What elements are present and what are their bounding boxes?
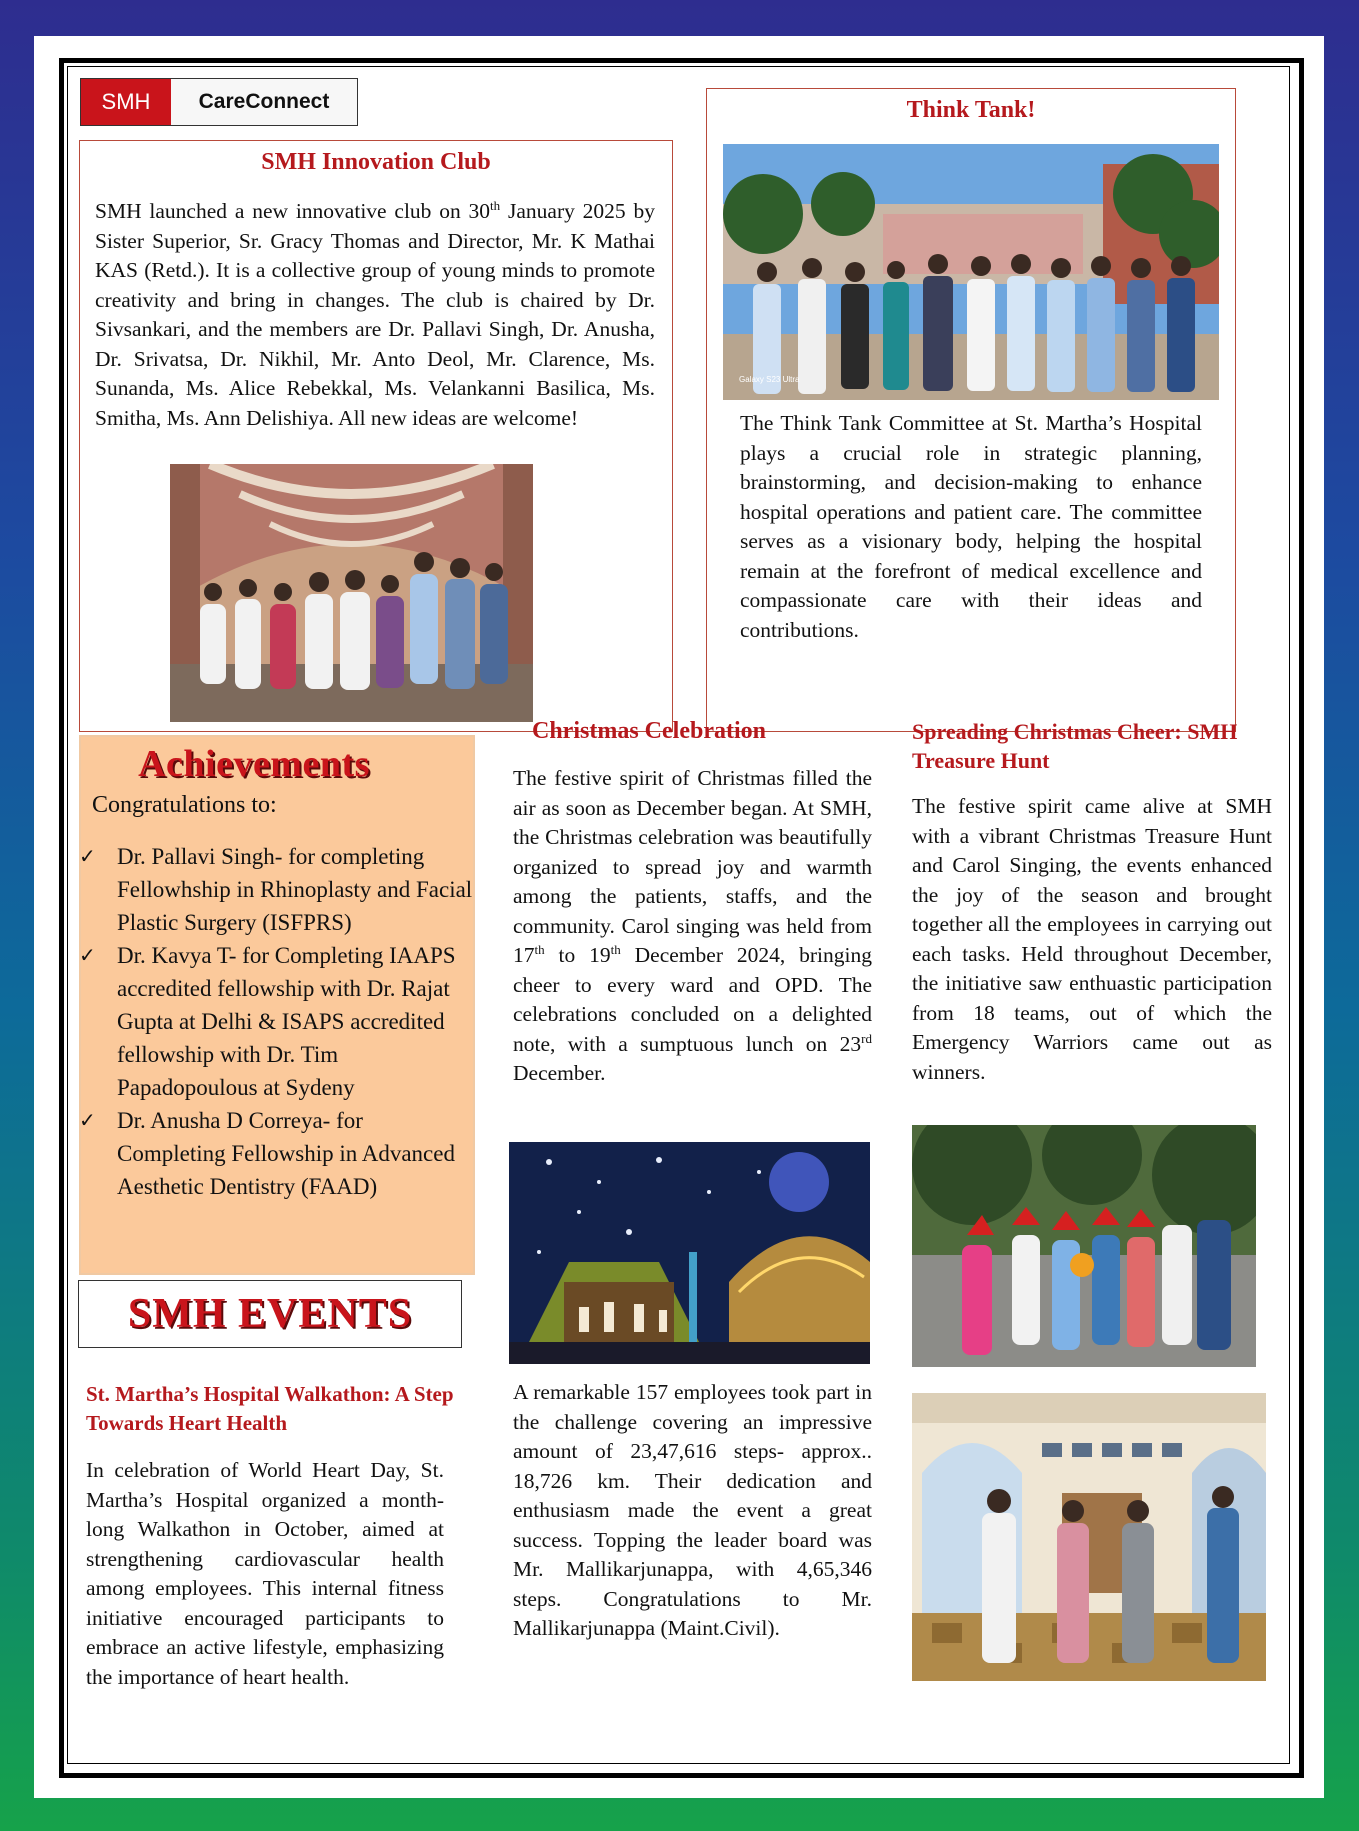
events-title: SMH EVENTS <box>127 1291 413 1337</box>
achievement-text: Dr. Kavya T- for Completing IAAPS accredited fellowship with Dr. Rajat Gupta at Delhi & ISAPS accredited fellowship with Dr. Tim Papadopoulous at Sydeny <box>117 943 456 1100</box>
achievement-text: Dr. Pallavi Singh- for completing Fellowhship in Rhinoplasty and Facial Plastic Surgery (ISFPRS) <box>117 844 473 935</box>
logo-smh: SMH <box>81 79 171 125</box>
innovation-club-heading: SMH Innovation Club <box>261 149 491 175</box>
walkathon-text-cont: A remarkable 157 employees took part in the challenge covering an impressive amount of 23,47,616 steps- approx.. 18,726 km. Their dedication and enthusiasm made the event a great success. Topping the leader board was Mr. Mallikarjunappa, with 4,65,346 steps. Congratulations to Mr. Mallikarjunappa (Maint.Civil). <box>513 1380 872 1640</box>
walkathon-award-photo <box>912 1393 1266 1681</box>
check-icon: ✓ <box>79 844 96 868</box>
achievement-text: Dr. Anusha D Correya- for Completing Fellowship in Advanced Aesthetic Dentistry (FAAD) <box>117 1108 455 1199</box>
christmas-text-a: The festive spirit of Christmas filled the air as soon as December began. At SMH, the Christmas celebration was beautifully organized to spread joy and warmth among the patients, staffs, and the community. Carol singing was held from 17 <box>513 766 872 967</box>
christmas-sup: th <box>534 941 545 957</box>
think-tank-heading: Think Tank! <box>906 97 1036 123</box>
walkathon-text: In celebration of World Heart Day, St. Martha’s Hospital organized a month-long Walkathon in October, aimed at strengthening cardiovascular health among employees. This internal fitness initiative encouraged participants to embrace an active lifestyle, emphasizing the importance of heart health. <box>86 1458 444 1689</box>
events-banner <box>78 1280 462 1348</box>
innovation-sup: th <box>490 197 501 213</box>
walkathon-heading: St. Martha’s Hospital Walkathon: A Step Towards Heart Health <box>86 1382 454 1435</box>
treasure-hunt-photo <box>912 1125 1256 1367</box>
careconnect-logo <box>80 78 358 126</box>
treasure-hunt-text: The festive spirit came alive at SMH with a vibrant Christmas Treasure Hunt and Carol Singing, the events enhanced the joy of the season and brought together all the employees in carrying out each tasks. Held throughout December, the initiative saw enthuastic participation from 18 teams, out of which the Emergency Warriors came out as winners. <box>912 794 1272 1084</box>
achievements-list <box>79 840 477 1203</box>
achievements-title: Achievements <box>138 743 370 785</box>
achievement-item <box>79 939 477 1104</box>
innovation-text-a: SMH launched a new innovative club on 30 <box>95 199 491 223</box>
christmas-sup: th <box>610 941 621 957</box>
achievement-item <box>79 1104 477 1203</box>
christmas-text <box>513 764 872 1089</box>
think-tank-photo <box>723 144 1219 400</box>
logo-careconnect: CareConnect <box>171 79 357 125</box>
treasure-hunt-heading: Spreading Christmas Cheer: SMH Treasure Hunt <box>912 719 1238 773</box>
innovation-text-b: January 2025 by Sister Superior, Sr. Gracy Thomas and Director, Mr. K Mathai KAS (Retd.). It is a collective group of young minds to promote creativity and bring in changes. The club is chaired by Dr. Sivsankari, and the members are Dr. Pallavi Singh, Dr. Anusha, Dr. Srivatsa, Dr. Nikhil, Mr. Anto Deol, Mr. Clarence, Ms. Sunanda, Ms. Alice Rebekkal, Ms. Velankanni Basilica, Ms. Smitha, Ms. Ann Delishiya. All new ideas are welcome! <box>95 199 655 430</box>
christmas-text-b: to 19 <box>544 943 611 967</box>
think-tank-text: The Think Tank Committee at St. Martha’s Hospital plays a crucial role in strategic planning, brainstorming, and decision-making to enhance hospital operations and patient care. The committee serves as a visionary body, helping the hospital remain at the forefront of medical excellence and compassionate care with their ideas and contributions. <box>740 411 1202 642</box>
check-icon: ✓ <box>79 1108 96 1132</box>
achievements-list-wrap <box>79 840 477 1203</box>
christmas-sup: rd <box>861 1030 872 1046</box>
photo-watermark: Galaxy S23 Ultra <box>739 375 800 384</box>
newsletter-page <box>34 36 1324 1798</box>
christmas-heading: Christmas Celebration <box>532 718 766 744</box>
achievement-item <box>79 840 477 939</box>
check-icon: ✓ <box>79 943 96 967</box>
christmas-crib-photo <box>509 1142 870 1364</box>
christmas-text-c: December 2024, bringing cheer to every ward and OPD. The celebrations concluded on a delighted note, with a sumptuous lunch on 23 <box>513 943 872 1056</box>
achievements-subtitle: Congratulations to: <box>92 792 277 818</box>
innovation-club-photo <box>170 464 533 722</box>
innovation-club-text <box>95 197 655 433</box>
christmas-text-d: December. <box>513 1061 606 1085</box>
